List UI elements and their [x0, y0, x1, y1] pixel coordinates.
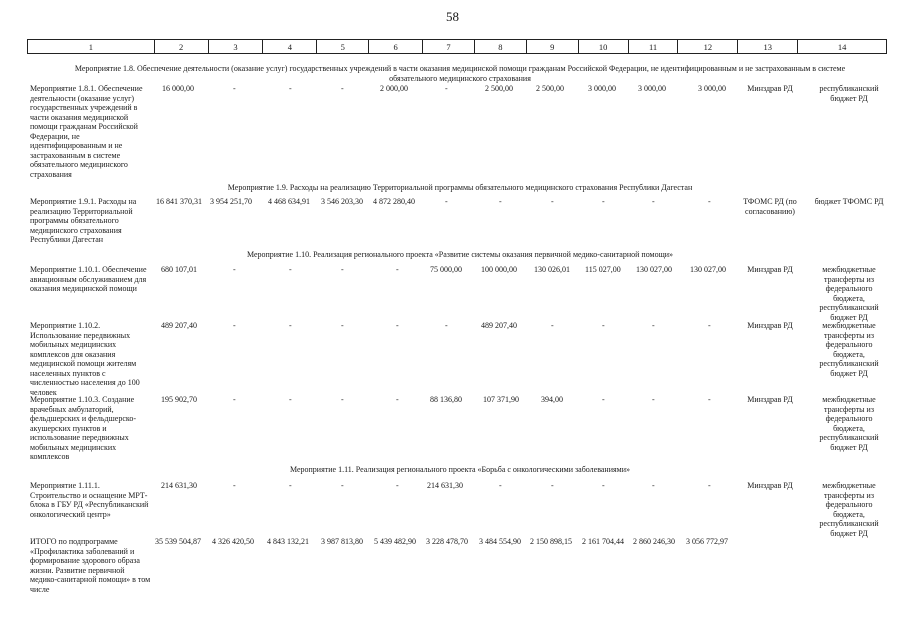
cell-value: -	[341, 84, 344, 93]
cell-value: -	[551, 197, 554, 206]
cell-value: 130 027,00	[636, 265, 672, 274]
cell-value: -	[341, 265, 344, 274]
cell-value: -	[652, 395, 655, 404]
cell-value: 88 136,80	[430, 395, 462, 404]
cell-value: -	[233, 265, 236, 274]
row-name: ИТОГО по подпрограмме «Профилактика заболеваний и формирование здорового образа жизни. Развитие первичной медико-санитарной помощи» в том числе	[30, 537, 151, 594]
cell-value: 3 000,00	[638, 84, 666, 93]
cell-value: 489 207,40	[481, 321, 517, 330]
cell-value: 3 056 772,97	[686, 537, 728, 546]
cell-value: 394,00	[541, 395, 563, 404]
header-col-4: 4	[263, 40, 317, 53]
cell-value: 4 468 634,91	[268, 197, 310, 206]
table-header-row	[27, 39, 887, 54]
cell-value: -	[396, 395, 399, 404]
cell-value: 3 546 203,30	[321, 197, 363, 206]
row-source: межбюджетные трансферты из федерального бюджета, республиканский бюджет РД	[819, 395, 879, 452]
cell-value: 214 631,30	[427, 481, 463, 490]
row-name: Мероприятие 1.10.1. Обеспечение авиационным обслуживанием для оказания медицинской помощи	[30, 265, 147, 293]
section-title-1-11: Мероприятие 1.11. Реализация регионального проекта «Борьба с онкологическими заболеваниями»	[289, 465, 631, 474]
header-col-10: 10	[579, 40, 629, 53]
cell-value: 3 228 478,70	[426, 537, 468, 546]
cell-value: -	[551, 321, 554, 330]
header-col-14: 14	[837, 42, 847, 52]
cell-value: -	[708, 197, 711, 206]
header-col-8: 8	[475, 40, 527, 53]
cell-value: 489 207,40	[161, 321, 197, 330]
cell-value: 2 161 704,44	[582, 537, 624, 546]
header-col-11: 11	[629, 40, 679, 53]
cell-value: -	[396, 481, 399, 490]
cell-value: -	[708, 321, 711, 330]
cell-value: -	[341, 321, 344, 330]
row-source: бюджет ТФОМС РД	[814, 197, 884, 206]
cell-value: -	[551, 481, 554, 490]
cell-value: 115 027,00	[585, 265, 621, 274]
cell-value: -	[602, 481, 605, 490]
cell-value: 3 484 554,90	[479, 537, 521, 546]
cell-value: 130 026,01	[534, 265, 570, 274]
cell-value: -	[652, 321, 655, 330]
row-executor: Минздрав РД	[747, 321, 793, 330]
section-title-1-9: Мероприятие 1.9. Расходы на реализацию Территориальной программы обязательного медицинского страхования Республики Дагестан	[227, 183, 693, 192]
header-col-7: 7	[423, 40, 475, 53]
row-source: республиканский бюджет РД	[819, 84, 879, 103]
cell-value: 3 000,00	[588, 84, 616, 93]
row-executor: Минздрав РД	[747, 395, 793, 404]
cell-value: -	[602, 395, 605, 404]
cell-value: -	[396, 321, 399, 330]
cell-value: -	[602, 321, 605, 330]
header-col-2: 2	[155, 40, 209, 53]
cell-value: -	[233, 395, 236, 404]
cell-value: 2 150 898,15	[530, 537, 572, 546]
cell-value: 3 000,00	[698, 84, 726, 93]
header-col-13: 13	[738, 40, 798, 53]
header-col-12: 12	[678, 40, 738, 53]
cell-value: -	[396, 265, 399, 274]
cell-value: 4 872 280,40	[373, 197, 415, 206]
cell-value: -	[233, 481, 236, 490]
page-number: 58	[446, 9, 459, 24]
cell-value: 100 000,00	[481, 265, 517, 274]
cell-value: 195 902,70	[161, 395, 197, 404]
cell-value: -	[289, 321, 292, 330]
cell-value: -	[445, 84, 448, 93]
cell-value: 3 954 251,70	[210, 197, 252, 206]
row-executor: Минздрав РД	[747, 84, 793, 93]
cell-value: -	[602, 197, 605, 206]
cell-value: 130 027,00	[690, 265, 726, 274]
row-name: Мероприятие 1.8.1. Обеспечение деятельности (оказание услуг) государственных учреждений в части оказания медицинской помощи гражданам Российской Федерации, не идентифицированным и не застрахованным в системе обязательного медицинского страхования	[30, 84, 143, 179]
cell-value: -	[233, 84, 236, 93]
cell-value: 4 326 420,50	[212, 537, 254, 546]
row-executor: Минздрав РД	[747, 265, 793, 274]
cell-value: 75 000,00	[430, 265, 462, 274]
cell-value: 3 987 813,80	[321, 537, 363, 546]
cell-value: 2 860 246,30	[633, 537, 675, 546]
header-col-6: 6	[369, 40, 423, 53]
cell-value: -	[652, 481, 655, 490]
section-title-1-10: Мероприятие 1.10. Реализация регионального проекта «Развитие системы оказания первичной медико-санитарной помощи»	[246, 250, 674, 259]
cell-value: -	[289, 265, 292, 274]
row-name: Мероприятие 1.11.1. Строительство и оснащение МРТ-блока в ГБУ РД «Республиканский онкологический центр»	[30, 481, 149, 519]
row-source: межбюджетные трансферты из федерального бюджета, республиканский бюджет РД	[819, 265, 879, 322]
cell-value: 35 539 504,87	[155, 537, 201, 546]
cell-value: 16 841 370,31	[156, 197, 202, 206]
cell-value: -	[652, 197, 655, 206]
cell-value: 107 371,90	[483, 395, 519, 404]
cell-value: -	[341, 395, 344, 404]
cell-value: -	[708, 481, 711, 490]
cell-value: -	[289, 481, 292, 490]
cell-value: 4 843 132,21	[267, 537, 309, 546]
cell-value: -	[289, 84, 292, 93]
row-executor: Минздрав РД	[747, 481, 793, 490]
row-source: межбюджетные трансферты из федерального бюджета, республиканский бюджет РД	[819, 481, 879, 538]
cell-value: 214 631,30	[161, 481, 197, 490]
cell-value: -	[341, 481, 344, 490]
row-name: Мероприятие 1.10.3. Создание врачебных амбулаторий, фельдшерских и фельдшерско-акушерских пунктов и использование передвижных мобильных медицинских комплексов	[30, 395, 137, 461]
cell-value: 2 000,00	[380, 84, 408, 93]
cell-value: 5 439 482,90	[374, 537, 416, 546]
cell-value: 680 107,01	[161, 265, 197, 274]
header-col-1: 1	[28, 40, 155, 53]
row-executor: ТФОМС РД (по согласованию)	[743, 197, 797, 216]
cell-value: -	[445, 197, 448, 206]
section-title-1-8: Мероприятие 1.8. Обеспечение деятельности (оказание услуг) государственных учреждений в части оказания медицинской помощи гражданам Российской Федерации, не идентифицированным и не застрахованным в системе обязательного медицинского страхования	[74, 64, 846, 83]
cell-value: -	[499, 481, 502, 490]
cell-value: -	[499, 197, 502, 206]
cell-value: -	[289, 395, 292, 404]
header-col-9: 9	[527, 40, 579, 53]
header-col-5: 5	[317, 40, 369, 53]
cell-value: -	[445, 321, 448, 330]
cell-value: 2 500,00	[485, 84, 513, 93]
cell-value: 2 500,00	[536, 84, 564, 93]
row-source: межбюджетные трансферты из федерального бюджета, республиканский бюджет РД	[819, 321, 879, 378]
header-col-3: 3	[209, 40, 264, 53]
row-name: Мероприятие 1.10.2. Использование передвижных мобильных медицинских комплексов для оказания медицинской помощи жителям населенных пунктов с численностью населения до 100 человек	[30, 321, 140, 397]
cell-value: 16 000,00	[162, 84, 194, 93]
cell-value: -	[233, 321, 236, 330]
row-name: Мероприятие 1.9.1. Расходы на реализацию Территориальной программы обязательного медицинского страхования Республики Дагестан	[30, 197, 137, 244]
cell-value: -	[708, 395, 711, 404]
